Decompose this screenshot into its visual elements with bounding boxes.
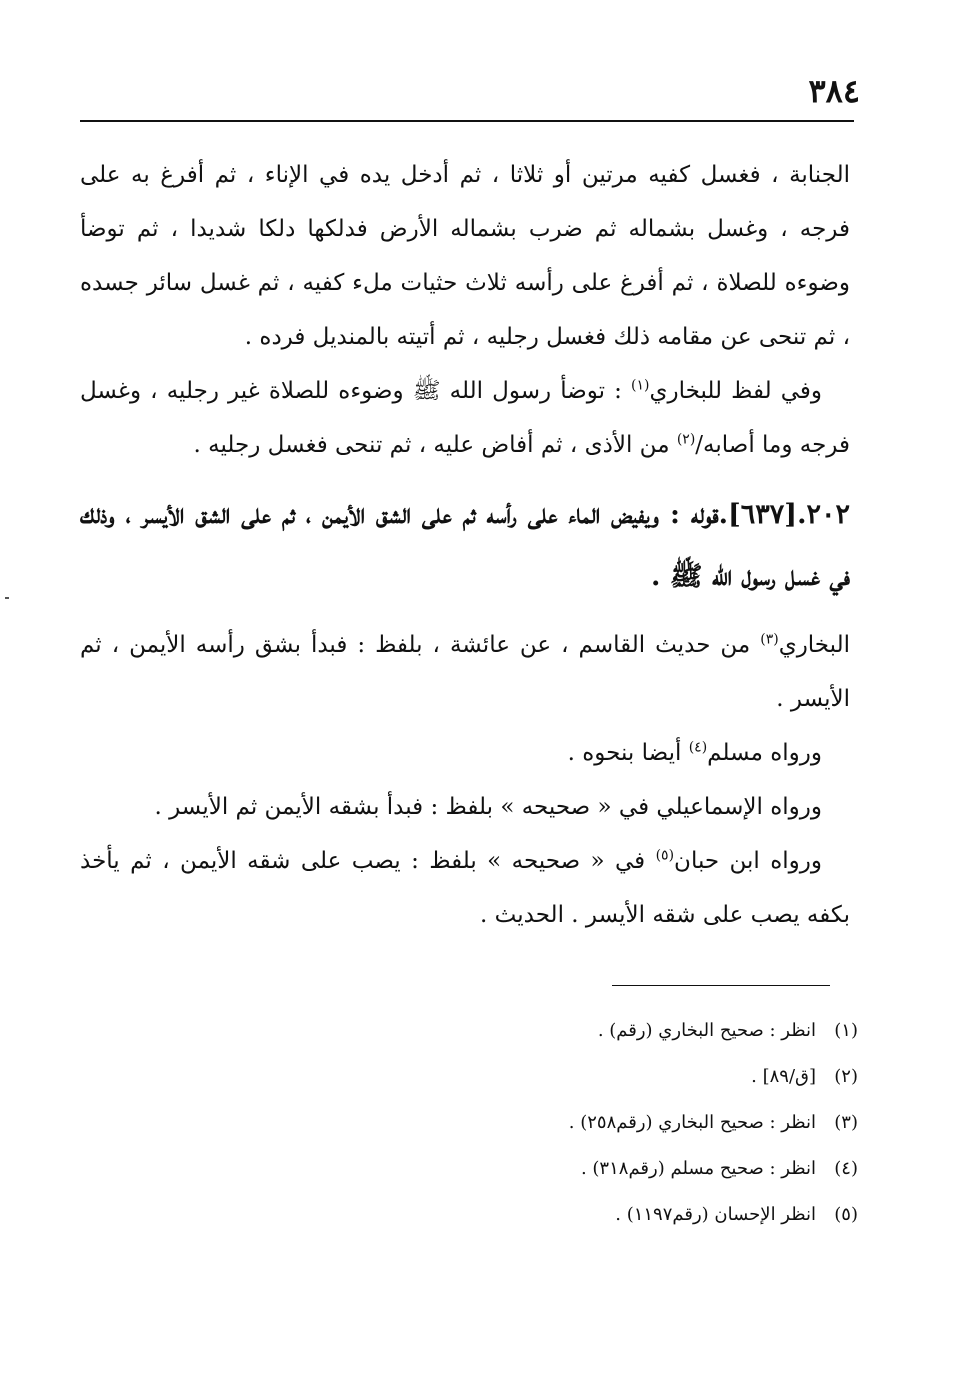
paragraph-text: وفي لفظ للبخاري xyxy=(649,378,822,404)
footnote-ref-2[interactable]: (٢) xyxy=(676,431,696,448)
footnote-4 xyxy=(80,1146,858,1192)
footnote-text: انظر : صحيح البخاري (رقم) . xyxy=(597,1020,816,1041)
paragraph-ibn-hibban xyxy=(80,834,850,942)
paragraph-muslim xyxy=(80,726,850,780)
scan-mark xyxy=(5,597,9,599)
footnotes xyxy=(80,1008,858,1238)
footnote-text: [ق/٨٩] . xyxy=(751,1066,816,1087)
paragraph-text: ورواه ابن حبان xyxy=(674,848,822,874)
paragraph-text: البخاري xyxy=(778,632,850,658)
footnote-number: (٥) xyxy=(834,1204,858,1225)
footnote-ref-4[interactable]: (٤) xyxy=(688,739,708,756)
paragraph-bukhari-wording xyxy=(80,364,850,472)
paragraph-text: ورواه مسلم xyxy=(707,740,822,766)
paragraph-text: : توضأ رسول الله ﷺ وضوءه للصلاة غير رجليه ، وغسل فرجه وما أصابه/ xyxy=(80,378,850,458)
footnote-1 xyxy=(80,1008,858,1054)
footnote-number: (٣) xyxy=(834,1112,858,1133)
page-number: ٣٨٤ xyxy=(808,72,860,110)
main-text xyxy=(80,148,850,942)
footnote-number: (٤) xyxy=(834,1158,858,1179)
footnote-3 xyxy=(80,1100,858,1146)
header-rule xyxy=(80,120,854,122)
footnote-text: انظر : صحيح البخاري (رقم٢٥٨) . xyxy=(568,1112,816,1133)
section-heading: ٢٠٢.[٦٣٧].قوله : ويفيض الماء على رأسه ثم على الشق الأيمن ، ثم على الشق الأيسر ، وذلك في غسل رسول الله ﷺ . xyxy=(80,499,850,592)
footnote-ref-3[interactable]: (٣) xyxy=(760,631,779,648)
footnote-number: (١) xyxy=(834,1020,858,1041)
paragraph-text: في « صحيحه » بلفظ : يصب على شقه الأيمن ، ثم يأخذ بكفه يصب على شقه الأيسر . الحديث . xyxy=(80,848,850,928)
footnote-number: (٢) xyxy=(834,1066,858,1087)
footnote-ref-5[interactable]: (٥) xyxy=(655,847,675,864)
paragraph-text: من الأذى ، ثم أفاض عليه ، ثم تنحى فغسل رجليه . xyxy=(193,432,677,458)
paragraph-text: أيضا بنحوه . xyxy=(567,740,689,766)
footnote-ref-1[interactable]: (١) xyxy=(631,377,650,394)
footnote-5 xyxy=(80,1192,858,1238)
paragraph-continuation: الجنابة ، فغسل كفيه مرتين أو ثلاثا ، ثم أدخل يده في الإناء ، ثم أفرغ به على فرجه ، وغسل بشماله ثم ضرب بشماله الأرض فدلكها دلكا شديدا ، ثم توضأ وضوءه للصلاة ، ثم أفرغ على رأسه ثلاث حثيات ملء كفيه ، ثم غسل سائر جسده ، ثم تنحى عن مقامه ذلك فغسل رجليه ، ثم أتيته بالمنديل فرده . xyxy=(80,162,850,350)
paragraph-ismaili: ورواه الإسماعيلي في « صحيحه » بلفظ : فبدأ بشقه الأيمن ثم الأيسر . xyxy=(154,794,822,820)
footnote-text: انظر : صحيح مسلم (رقم٣١٨) . xyxy=(580,1158,816,1179)
footnote-separator xyxy=(612,985,830,986)
paragraph-bukhari xyxy=(80,618,850,726)
paragraph-text: من حديث القاسم ، عن عائشة ، بلفظ : فبدأ بشق رأسه الأيمن ، ثم الأيسر . xyxy=(80,632,850,712)
footnote-2 xyxy=(80,1054,858,1100)
footnote-text: انظر الإحسان (رقم١١٩٧) . xyxy=(615,1204,816,1225)
